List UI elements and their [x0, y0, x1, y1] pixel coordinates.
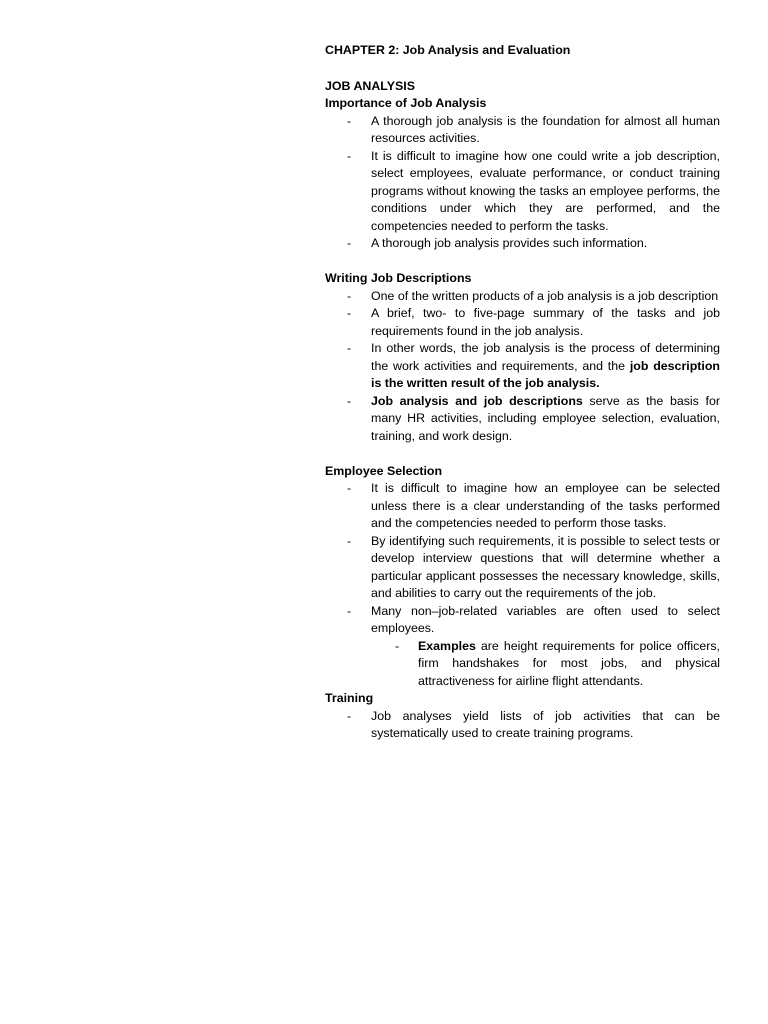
section-heading-writing: Writing Job Descriptions — [325, 271, 472, 285]
list-item-text: By identifying such requirements, it is possible to select tests or develop interview questions that will determine whether a particular applicant possesses the necessary knowledge, skills, and abilities to carry out the requirements of the job. — [371, 533, 720, 600]
list-item — [347, 288, 720, 306]
list-item-text: In other words, the job analysis is the process of determining the work activities and requirements, and the — [371, 341, 720, 373]
section-training — [325, 690, 720, 743]
list-item-text: One of the written products of a job analysis is a job description — [371, 288, 719, 303]
training-list — [325, 708, 720, 743]
list-item-text: A thorough job analysis is the foundation for almost all human resources activities. — [371, 113, 720, 145]
dash-bullet: - — [347, 533, 352, 548]
section-writing — [325, 270, 720, 445]
list-item — [347, 708, 720, 743]
list-item-text: A brief, two- to five-page summary of the tasks and job requirements found in the job analysis. — [371, 306, 720, 338]
list-item — [347, 113, 720, 148]
list-item-text: It is difficult to imagine how one could write a job description, select employees, evaluate performance, or conduct training programs without knowing the tasks an employee performs, the conditions under which they are performed, and the competencies needed to perform the tasks. — [371, 148, 720, 233]
bold-text: job description is the written result of the job analysis. — [371, 358, 720, 390]
dash-bullet: - — [347, 306, 352, 320]
writing-list — [325, 288, 720, 446]
section-heading-importance: Importance of Job Analysis — [325, 96, 487, 110]
bold-text: Examples — [418, 638, 476, 653]
list-item-text: Many non–job-related variables are often used to select employees. — [371, 603, 720, 635]
dash-bullet: - — [347, 603, 352, 618]
dash-bullet: - — [347, 113, 352, 128]
dash-bullet: - — [395, 638, 400, 653]
list-item-text: are height requirements for police officers, firm handshakes for most jobs, and physical attractiveness for airline flight attendants. — [418, 638, 720, 688]
list-item — [347, 340, 720, 393]
selection-sublist — [371, 638, 720, 691]
selection-list — [325, 480, 720, 690]
section-heading-selection: Employee Selection — [325, 463, 443, 478]
dash-bullet: - — [347, 341, 352, 355]
list-item-text: It is difficult to imagine how an employee can be selected unless there is a clear understanding of the tasks performed and the competencies needed to perform those tasks. — [371, 481, 720, 530]
list-item — [395, 638, 720, 691]
main-heading: JOB ANALYSIS — [325, 78, 415, 93]
bold-text: Job analysis and job descriptions — [371, 393, 583, 408]
list-item — [347, 305, 720, 340]
dash-bullet: - — [347, 393, 352, 408]
list-item-text: Job analyses yield lists of job activities that can be systematically used to create training programs. — [371, 708, 720, 740]
list-item — [347, 235, 720, 253]
chapter-title: CHAPTER 2: Job Analysis and Evaluation — [325, 43, 571, 57]
list-item — [347, 480, 720, 533]
list-item-text: A thorough job analysis provides such information. — [371, 236, 648, 250]
list-item — [347, 533, 720, 603]
document-page — [325, 42, 720, 743]
list-item — [347, 148, 720, 236]
section-importance — [325, 95, 720, 253]
list-item-text: serve as the basis for many HR activities, including employee selection, evaluation, training, and work design. — [371, 393, 720, 443]
importance-list — [325, 113, 720, 253]
dash-bullet: - — [347, 481, 352, 495]
dash-bullet: - — [347, 708, 352, 723]
section-heading-training: Training — [325, 691, 374, 705]
list-item — [347, 393, 720, 446]
dash-bullet: - — [347, 288, 352, 303]
section-selection — [325, 463, 720, 691]
dash-bullet: - — [347, 148, 352, 163]
dash-bullet: - — [347, 236, 352, 250]
list-item — [347, 603, 720, 691]
